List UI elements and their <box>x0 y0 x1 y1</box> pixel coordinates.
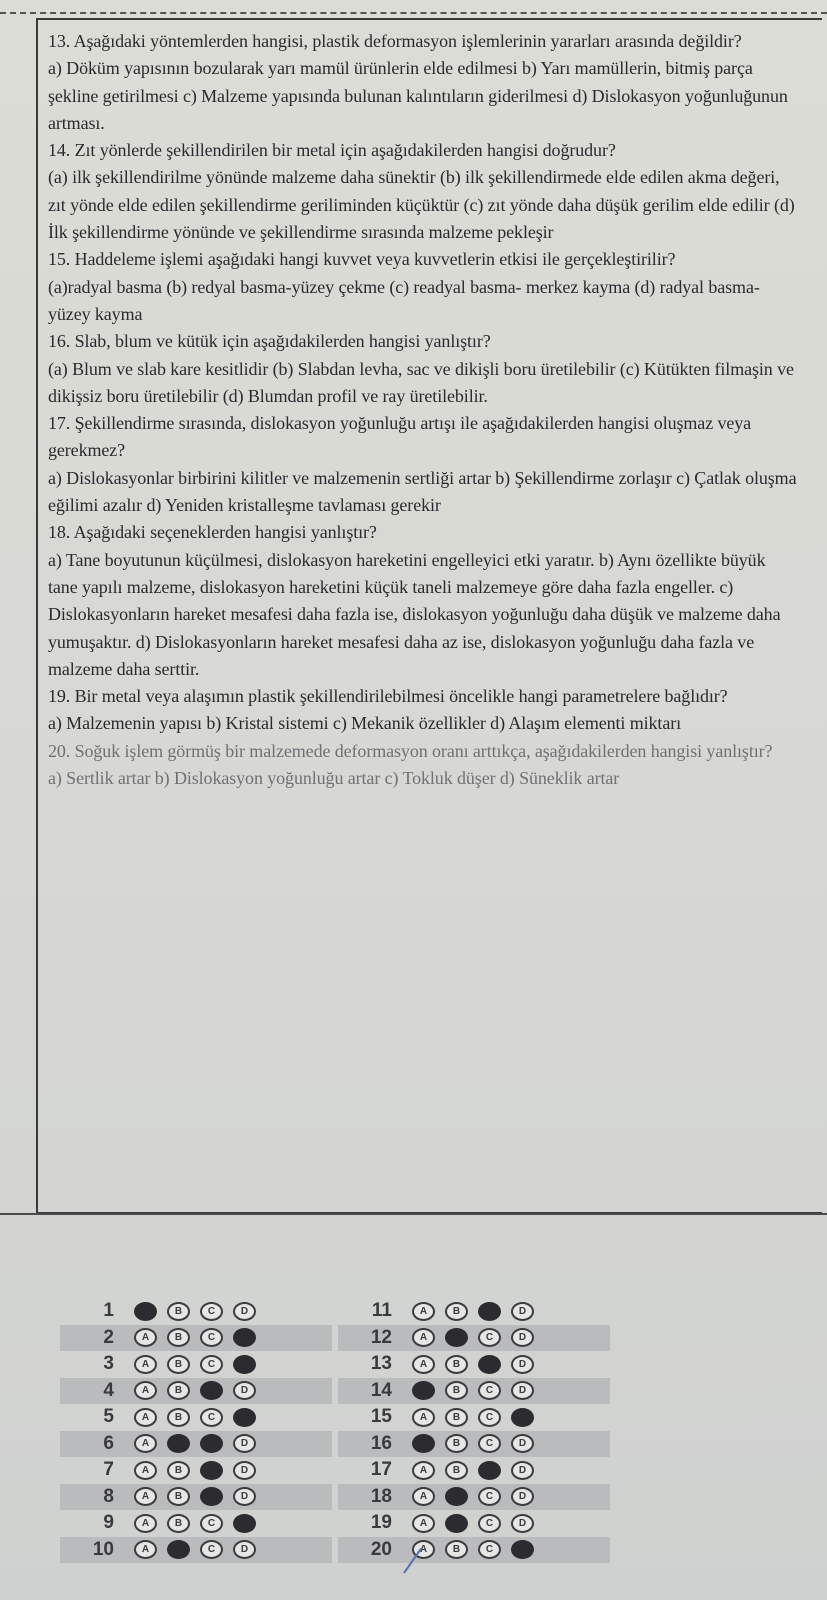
answer-bubble-a[interactable]: A <box>134 1302 157 1321</box>
answer-bubble-c[interactable]: C <box>200 1408 223 1427</box>
answer-row-number: 13 <box>370 1353 392 1375</box>
answer-bubble-b[interactable]: B <box>167 1355 190 1374</box>
answer-bubble-b[interactable]: B <box>445 1328 468 1347</box>
answer-row <box>60 1325 332 1352</box>
answer-row <box>338 1510 610 1537</box>
answer-bubble-d[interactable]: D <box>511 1540 534 1559</box>
answer-bubble-d[interactable]: D <box>233 1540 256 1559</box>
answer-row-number: 20 <box>370 1538 392 1560</box>
answer-row <box>338 1378 610 1405</box>
question-17 <box>48 410 798 519</box>
answer-bubble-c[interactable]: C <box>200 1514 223 1533</box>
answer-bubble-a[interactable]: A <box>134 1355 157 1374</box>
answer-column-left <box>60 1298 332 1563</box>
answer-bubble-c[interactable]: C <box>478 1355 501 1374</box>
answer-bubble-a[interactable]: A <box>134 1487 157 1506</box>
answer-bubble-c[interactable]: C <box>478 1302 501 1321</box>
answer-row <box>60 1537 332 1564</box>
answer-row-number: 17 <box>370 1459 392 1481</box>
answer-bubble-d[interactable]: D <box>233 1355 256 1374</box>
answer-row-number: 18 <box>370 1485 392 1507</box>
answer-bubble-a[interactable]: A <box>134 1540 157 1559</box>
answer-bubble-b[interactable]: B <box>167 1514 190 1533</box>
answer-row-number: 10 <box>92 1538 114 1560</box>
answer-bubble-d[interactable]: D <box>233 1434 256 1453</box>
answer-row <box>338 1351 610 1378</box>
answer-row-number: 5 <box>103 1406 114 1428</box>
answer-row <box>60 1351 332 1378</box>
answer-bubble-d[interactable]: D <box>511 1355 534 1374</box>
answer-bubble-d[interactable]: D <box>233 1514 256 1533</box>
answer-bubble-a[interactable]: A <box>412 1328 435 1347</box>
answer-row <box>60 1298 332 1325</box>
answer-bubble-d[interactable]: D <box>511 1434 534 1453</box>
answer-bubble-a[interactable]: A <box>412 1514 435 1533</box>
answer-row <box>338 1431 610 1458</box>
answer-bubble-c[interactable]: C <box>478 1514 501 1533</box>
question-options: a) Tane boyutunun küçülmesi, dislokasyon hareketini engelleyici etki yaratır. b) Aynı özellikte büyük tane yapılı malzeme, dislokasyon hareketini küçük taneli malzemeye göre daha fazla engeller. c) Dislokasyonların hareket mesafesi daha fazla ise, dislokasyon yoğunluğu daha düşük ve malzeme daha yumuşaktır. d) Dislokasyonların hareket mesafesi daha az ise, dislokasyon yoğunluğu daha fazla ve malzeme daha serttir. <box>48 549 781 679</box>
question-15 <box>48 246 798 328</box>
answer-row-number: 6 <box>103 1432 114 1454</box>
answer-bubble-d[interactable]: D <box>511 1328 534 1347</box>
top-edge-scribble <box>0 0 827 14</box>
answer-row-number: 16 <box>370 1432 392 1454</box>
question-stem: 16. Slab, blum ve kütük için aşağıdakilerden hangisi yanlıştır? <box>48 331 491 352</box>
answer-bubble-d[interactable]: D <box>511 1408 534 1427</box>
answer-row <box>60 1431 332 1458</box>
answer-bubble-c[interactable]: C <box>200 1302 223 1321</box>
answer-bubble-b[interactable]: B <box>445 1408 468 1427</box>
answer-bubble-d[interactable]: D <box>511 1487 534 1506</box>
question-14 <box>48 137 798 246</box>
answer-bubble-b[interactable]: B <box>445 1355 468 1374</box>
question-options: a) Malzemenin yapısı b) Kristal sistemi c) Mekanik özellikler d) Alaşım elementi miktarı <box>48 713 682 734</box>
answer-bubble-a[interactable]: A <box>412 1540 435 1559</box>
question-16 <box>48 328 798 410</box>
answer-bubble-a[interactable]: A <box>134 1328 157 1347</box>
answer-row-number: 12 <box>370 1326 392 1348</box>
question-20 <box>48 738 798 793</box>
answer-row-number: 14 <box>370 1379 392 1401</box>
answer-bubble-d[interactable]: D <box>511 1514 534 1533</box>
answer-row-number: 3 <box>103 1353 114 1375</box>
answer-row <box>60 1404 332 1431</box>
answer-bubble-b[interactable]: B <box>167 1302 190 1321</box>
answer-row <box>338 1484 610 1511</box>
answer-bubble-a[interactable]: A <box>134 1408 157 1427</box>
question-stem: 18. Aşağıdaki seçeneklerden hangisi yanlıştır? <box>48 522 377 543</box>
answer-bubble-d[interactable]: D <box>233 1408 256 1427</box>
answer-bubble-c[interactable]: C <box>478 1487 501 1506</box>
answer-row-number: 15 <box>370 1406 392 1428</box>
answer-row <box>338 1457 610 1484</box>
answer-sheet <box>60 1298 620 1584</box>
answer-bubble-a[interactable]: A <box>412 1381 435 1400</box>
answer-bubble-d[interactable]: D <box>233 1302 256 1321</box>
answer-bubble-d[interactable]: D <box>511 1461 534 1480</box>
answer-bubble-a[interactable]: A <box>412 1355 435 1374</box>
answer-bubble-b[interactable]: B <box>167 1328 190 1347</box>
answer-bubble-b[interactable]: B <box>445 1514 468 1533</box>
question-13 <box>48 28 798 137</box>
question-stem: 13. Aşağıdaki yöntemlerden hangisi, plastik deformasyon işlemlerinin yararları arasında değildir? <box>48 31 742 51</box>
answer-bubble-b[interactable]: B <box>167 1434 190 1453</box>
answer-row <box>338 1325 610 1352</box>
answer-bubble-c[interactable]: C <box>200 1355 223 1374</box>
answer-bubble-a[interactable]: A <box>134 1434 157 1453</box>
frame-bottom-line <box>0 1213 827 1215</box>
answer-bubble-a[interactable]: A <box>412 1461 435 1480</box>
answer-row-number: 4 <box>103 1379 114 1401</box>
question-options: a) Döküm yapısının bozularak yarı mamül ürünlerin elde edilmesi b) Yarı mamüllerin, bitmiş parça şekline getirilmesi c) Malzeme yapısında bulunan kalıntıların giderilmesi d) Dislokasyon yoğunluğunun artması. <box>48 58 788 133</box>
answer-bubble-c[interactable]: C <box>200 1461 223 1480</box>
answer-bubble-d[interactable]: D <box>233 1328 256 1347</box>
answer-bubble-b[interactable]: B <box>445 1381 468 1400</box>
question-options: (a) ilk şekillendirilme yönünde malzeme daha sünektir (b) ilk şekillendirmede elde edilen akma değeri, zıt yönde elde edilen şekillendirme geriliminden küçüktür (c) zıt yönde daha düşük gerilim elde edilir (d) İlk şekillendirme yönünde ve şekillendirme sırasında malzeme pekleşir <box>48 167 795 243</box>
answer-row-number: 1 <box>103 1300 114 1322</box>
answer-bubble-a[interactable]: A <box>412 1487 435 1506</box>
question-stem: 19. Bir metal veya alaşımın plastik şekillendirilebilmesi öncelikle hangi parametrelere bağlıdır? <box>48 686 728 707</box>
question-options: a) Sertlik artar b) Dislokasyon yoğunluğu artar c) Tokluk düşer d) Süneklik artar <box>48 768 620 789</box>
answer-bubble-b[interactable]: B <box>445 1540 468 1559</box>
answer-bubble-d[interactable]: D <box>233 1461 256 1480</box>
answer-row <box>338 1404 610 1431</box>
answer-bubble-a[interactable]: A <box>412 1434 435 1453</box>
answer-bubble-c[interactable]: C <box>478 1328 501 1347</box>
answer-row-number: 11 <box>371 1300 392 1322</box>
question-options: a) Dislokasyonlar birbirini kilitler ve malzemenin sertliği artar b) Şekillendirme zorlaşır c) Çatlak oluşma eğilimi azalır d) Yeniden kristalleşme tavlaması gerekir <box>48 467 797 516</box>
answer-row-number: 19 <box>370 1512 392 1534</box>
answer-bubble-d[interactable]: D <box>233 1487 256 1506</box>
answer-bubble-a[interactable]: A <box>134 1381 157 1400</box>
answer-bubble-b[interactable]: B <box>445 1487 468 1506</box>
question-stem: 20. Soğuk işlem görmüş bir malzemede deformasyon oranı arttıkça, aşağıdakilerden hangisi yanlıştır? <box>48 740 773 761</box>
answer-row <box>338 1537 610 1564</box>
answer-bubble-c[interactable]: C <box>478 1381 501 1400</box>
answer-bubble-b[interactable]: B <box>167 1408 190 1427</box>
answer-bubble-a[interactable]: A <box>134 1461 157 1480</box>
answer-bubble-b[interactable]: B <box>445 1434 468 1453</box>
answer-row-number: 9 <box>103 1512 114 1534</box>
answer-bubble-a[interactable]: A <box>412 1408 435 1427</box>
answer-row <box>338 1298 610 1325</box>
answer-bubble-c[interactable]: C <box>200 1328 223 1347</box>
answer-bubble-c[interactable]: C <box>200 1487 223 1506</box>
answer-bubble-c[interactable]: C <box>478 1540 501 1559</box>
question-list <box>48 28 798 792</box>
answer-row <box>60 1510 332 1537</box>
question-19 <box>48 683 798 738</box>
answer-bubble-d[interactable]: D <box>511 1381 534 1400</box>
answer-bubble-b[interactable]: B <box>167 1487 190 1506</box>
answer-bubble-c[interactable]: C <box>478 1461 501 1480</box>
answer-row-number: 2 <box>103 1326 114 1348</box>
answer-row-number: 8 <box>103 1485 114 1507</box>
answer-bubble-c[interactable]: C <box>478 1434 501 1453</box>
answer-bubble-b[interactable]: B <box>167 1540 190 1559</box>
answer-bubble-c[interactable]: C <box>478 1408 501 1427</box>
answer-row-number: 7 <box>103 1459 114 1481</box>
answer-bubble-b[interactable]: B <box>445 1461 468 1480</box>
question-18 <box>48 519 798 683</box>
answer-bubble-d[interactable]: D <box>511 1302 534 1321</box>
answer-row <box>60 1457 332 1484</box>
answer-bubble-c[interactable]: C <box>200 1381 223 1400</box>
answer-column-right <box>338 1298 610 1563</box>
answer-bubble-b[interactable]: B <box>167 1461 190 1480</box>
answer-bubble-b[interactable]: B <box>445 1302 468 1321</box>
answer-row <box>60 1484 332 1511</box>
question-stem: 14. Zıt yönlerde şekillendirilen bir metal için aşağıdakilerden hangisi doğrudur? <box>48 140 616 161</box>
question-options: (a)radyal basma (b) redyal basma-yüzey çekme (c) readyal basma- merkez kayma (d) radyal basma-yüzey kayma <box>48 276 760 324</box>
answer-row <box>60 1378 332 1405</box>
answer-bubble-d[interactable]: D <box>233 1381 256 1400</box>
answer-bubble-b[interactable]: B <box>167 1381 190 1400</box>
question-stem: 17. Şekillendirme sırasında, dislokasyon yoğunluğu artışı ile aşağıdakilerden hangisi oluşmaz veya gerekmez? <box>48 413 752 461</box>
answer-bubble-a[interactable]: A <box>134 1514 157 1533</box>
answer-bubble-a[interactable]: A <box>412 1302 435 1321</box>
question-options: (a) Blum ve slab kare kesitlidir (b) Slabdan levha, sac ve dikişli boru üretilebilir (c) Kütükten filmaşin ve dikişsiz boru üretilebilir (d) Blumdan profil ve ray üretilebilir. <box>48 358 794 406</box>
answer-bubble-c[interactable]: C <box>200 1434 223 1453</box>
question-stem: 15. Haddeleme işlemi aşağıdaki hangi kuvvet veya kuvvetlerin etkisi ile gerçekleştirilir? <box>48 249 676 270</box>
answer-bubble-c[interactable]: C <box>200 1540 223 1559</box>
